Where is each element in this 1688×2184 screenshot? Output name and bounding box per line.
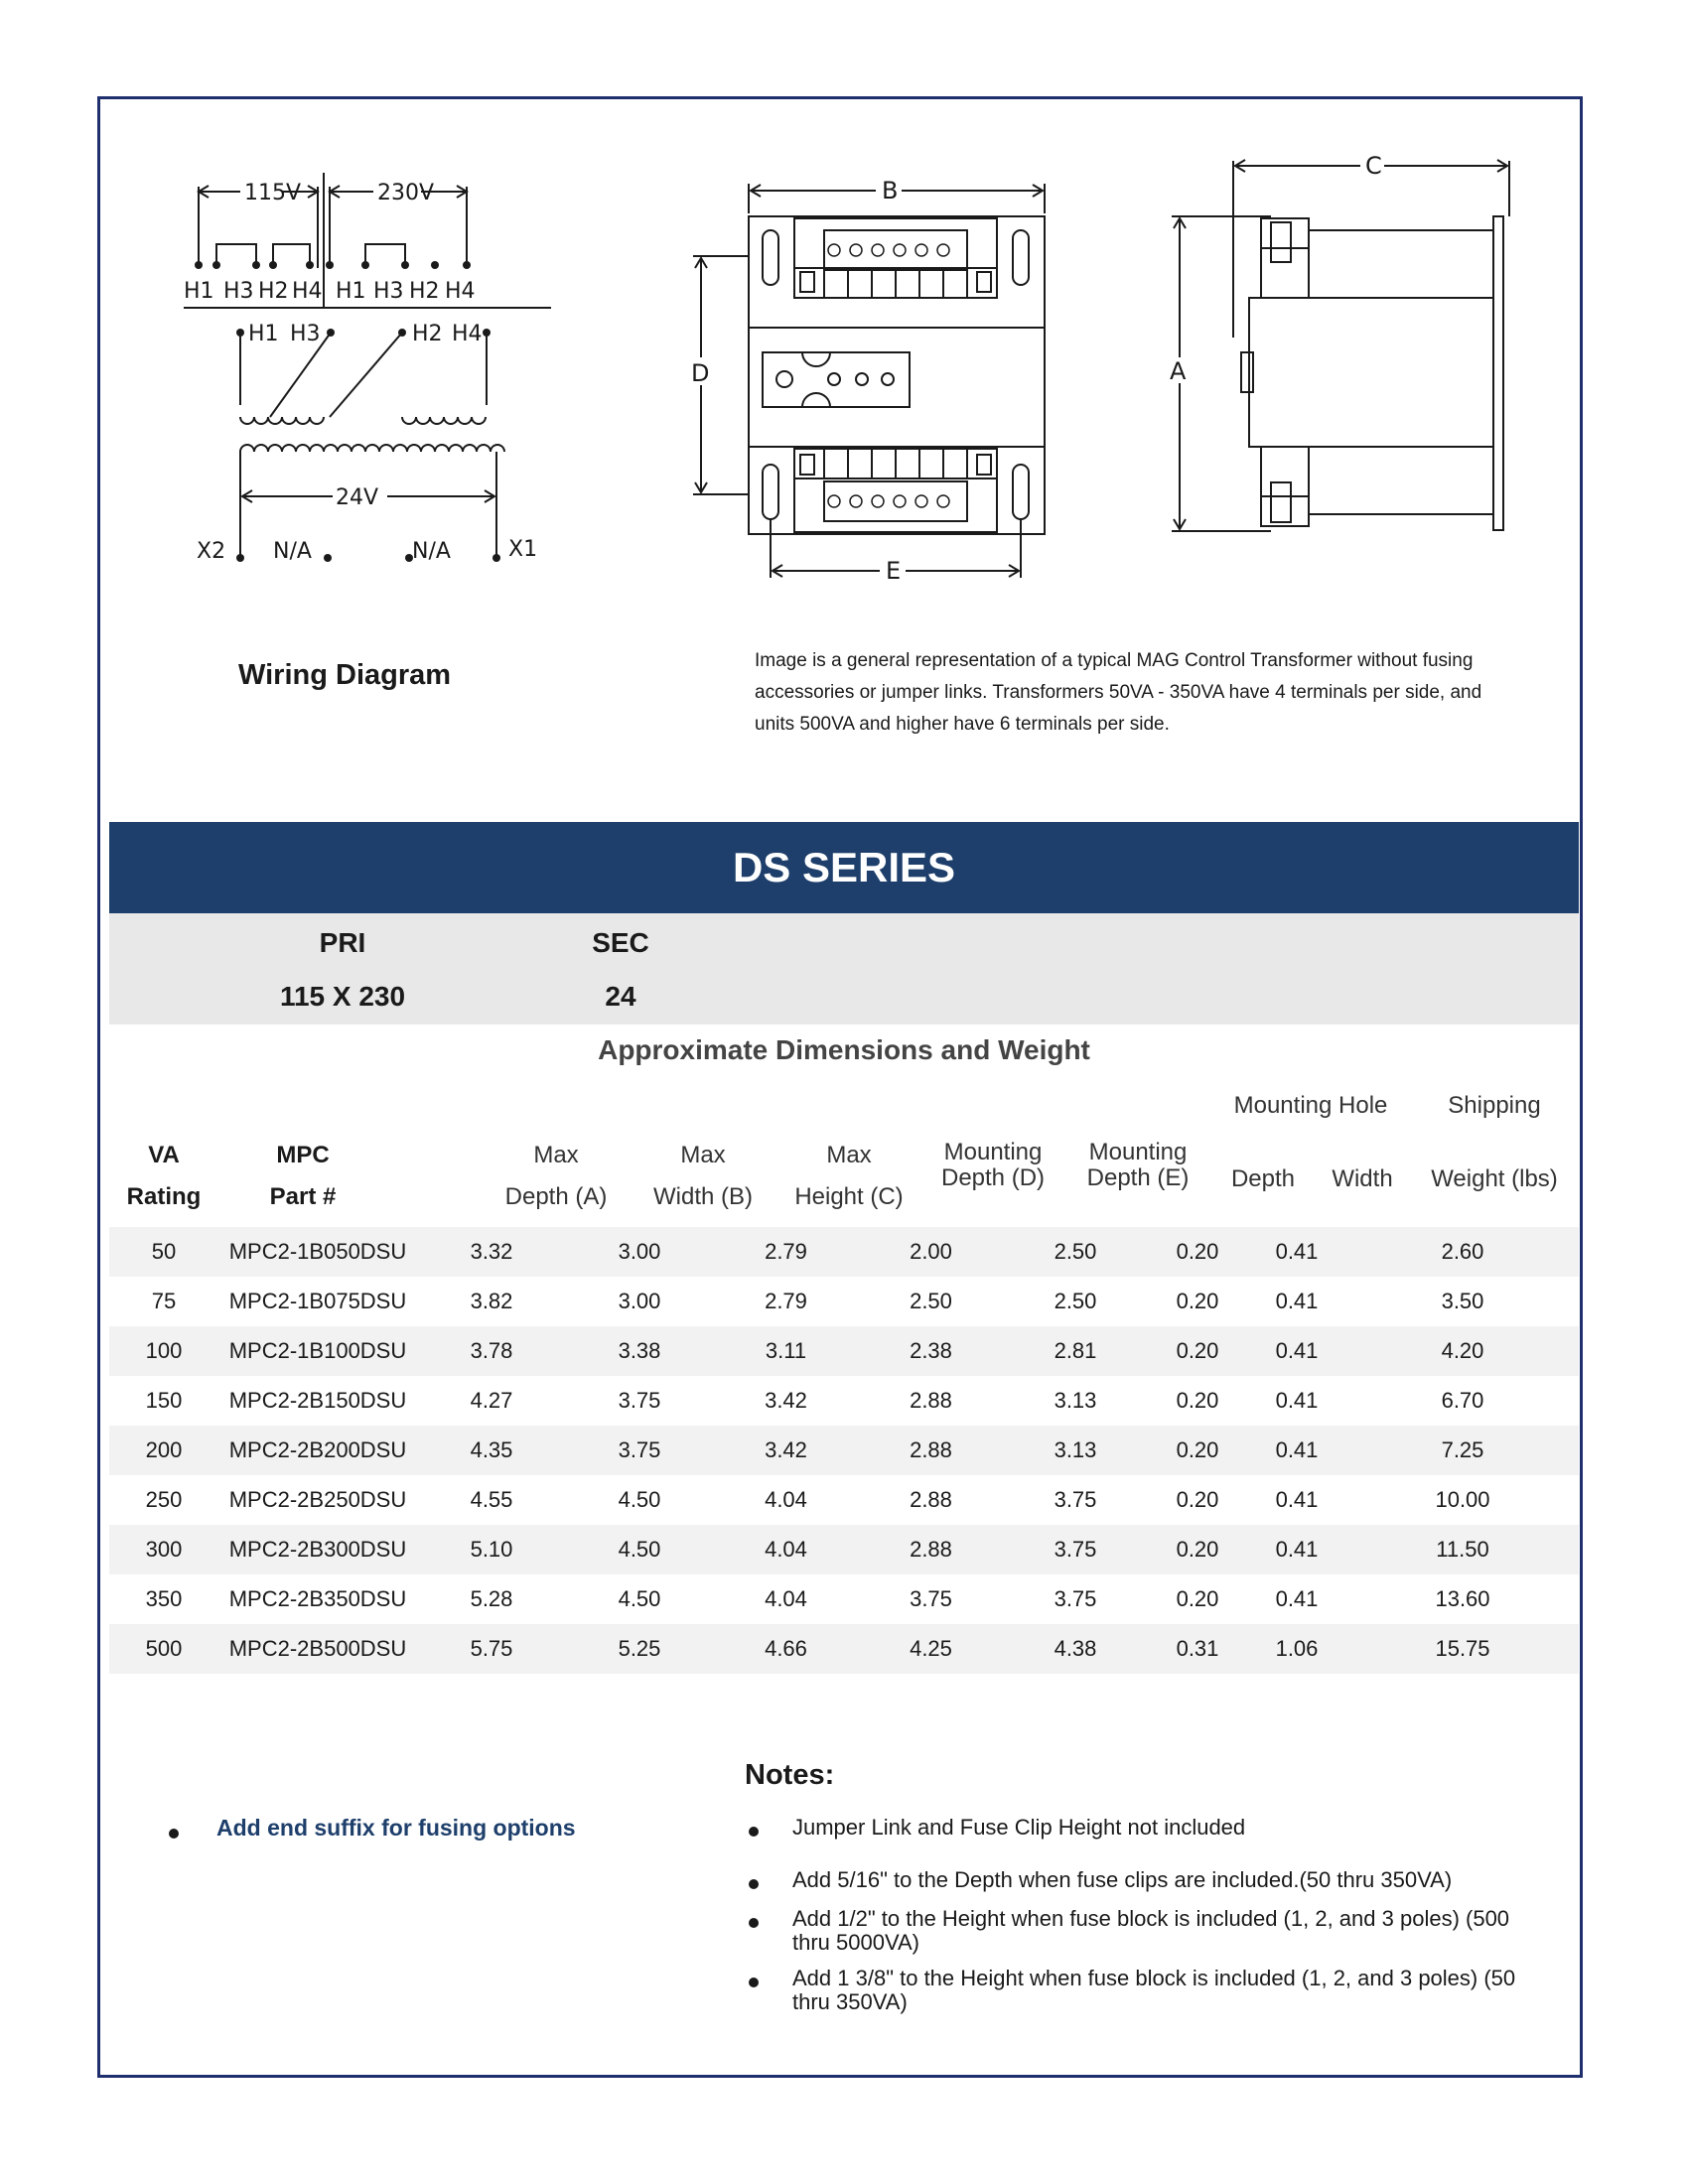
table-cell: 3.75 bbox=[566, 1426, 713, 1475]
bullet-icon bbox=[749, 1918, 759, 1928]
header-max: Max bbox=[680, 1142, 726, 1168]
table-cell: 2.38 bbox=[859, 1326, 1003, 1376]
table-cell: 75 bbox=[151, 1289, 177, 1313]
table-cell: 3.32 bbox=[417, 1227, 566, 1277]
table-cell: 13.60 bbox=[1435, 1586, 1490, 1611]
sec-label: SEC bbox=[592, 927, 649, 958]
table-row bbox=[109, 1326, 1579, 1376]
notes-title: Notes: bbox=[745, 1759, 835, 1791]
table-cell: 2.50 bbox=[1003, 1227, 1148, 1277]
table-cell: 4.20 bbox=[1346, 1326, 1579, 1376]
table-cell: 6.70 bbox=[1441, 1388, 1484, 1413]
table-cell: MPC2-2B300DSU bbox=[218, 1525, 417, 1574]
transformer-side-view bbox=[1142, 149, 1519, 546]
table-cell: MPC2-1B075DSU bbox=[228, 1289, 407, 1313]
wiring-diagram-title: Wiring Diagram bbox=[238, 659, 452, 691]
table-row bbox=[109, 1376, 1579, 1426]
table-cell: 50 bbox=[109, 1227, 218, 1277]
table-row bbox=[109, 1277, 1579, 1326]
transformer-front-view bbox=[685, 169, 1062, 596]
table-cell: 1.06 bbox=[1247, 1624, 1346, 1674]
sec-value: 24 bbox=[605, 981, 636, 1012]
table-cell: 500 bbox=[109, 1624, 218, 1674]
wiring-diagram bbox=[179, 169, 576, 586]
terminal-h3: H3 bbox=[290, 322, 321, 346]
table-cell: 2.79 bbox=[713, 1227, 859, 1277]
table-cell: 5.28 bbox=[470, 1586, 513, 1611]
header-depth-e: Depth (E) bbox=[1086, 1164, 1190, 1191]
header-mounting: Mounting bbox=[1088, 1139, 1188, 1165]
table-cell: 3.38 bbox=[566, 1326, 713, 1376]
header-mounting: Mounting bbox=[943, 1139, 1043, 1165]
header-mounting-hole: Mounting Hole bbox=[1233, 1092, 1388, 1119]
table-cell: 3.75 bbox=[1054, 1487, 1097, 1512]
terminal-x2: X2 bbox=[197, 539, 226, 564]
table-cell: 3.00 bbox=[566, 1227, 713, 1277]
header-mpc: MPC bbox=[276, 1142, 330, 1168]
table-cell: 3.75 bbox=[1003, 1525, 1148, 1574]
table-cell: 0.20 bbox=[1176, 1586, 1219, 1611]
header-hole-width: Width bbox=[1332, 1165, 1393, 1192]
terminal-h1: H1 bbox=[248, 322, 279, 346]
table-cell: 3.42 bbox=[713, 1426, 859, 1475]
header-max: Max bbox=[826, 1142, 872, 1168]
note-item: Add 1 3/8" to the Height when fuse block is included (1, 2, and 3 poles) (50 thru 350VA) bbox=[792, 1966, 1516, 2014]
table-cell: 100 bbox=[109, 1326, 218, 1376]
terminal-h2: H2 bbox=[258, 279, 289, 304]
table-cell: 3.13 bbox=[1003, 1426, 1148, 1475]
table-cell: 3.82 bbox=[470, 1289, 513, 1313]
table-cell: 3.11 bbox=[713, 1326, 859, 1376]
table-row bbox=[109, 1475, 1579, 1525]
terminal-na: N/A bbox=[273, 539, 312, 564]
image-caption: Image is a general representation of a typical MAG Control Transformer without fusing accessories or jumper links. Transformers 50VA - 350VA have 4 terminals per side, and units 500VA and higher have 6 terminals per side. bbox=[755, 650, 1482, 735]
label-230v: 230V bbox=[377, 181, 435, 205]
table-cell: 3.00 bbox=[618, 1289, 661, 1313]
bullet-icon bbox=[749, 1978, 759, 1987]
table-cell: 2.88 bbox=[910, 1487, 952, 1512]
table-cell: 4.50 bbox=[618, 1586, 661, 1611]
terminal-h4: H4 bbox=[452, 322, 483, 346]
header-weight: Weight (lbs) bbox=[1431, 1165, 1558, 1192]
table-cell: 5.75 bbox=[417, 1624, 566, 1674]
table-cell: 2.60 bbox=[1346, 1227, 1579, 1277]
table-cell: 0.41 bbox=[1275, 1586, 1319, 1611]
table-cell: MPC2-2B200DSU bbox=[218, 1426, 417, 1475]
table-cell: 15.75 bbox=[1346, 1624, 1579, 1674]
table-cell: 3.13 bbox=[1054, 1388, 1097, 1413]
table-cell: 250 bbox=[145, 1487, 183, 1512]
header-depth-d: Depth (D) bbox=[940, 1164, 1046, 1191]
header-height-c: Height (C) bbox=[794, 1183, 904, 1210]
terminal-h1: H1 bbox=[336, 279, 366, 304]
table-cell: 0.41 bbox=[1247, 1426, 1346, 1475]
table-cell: 2.88 bbox=[859, 1525, 1003, 1574]
table-cell: 4.55 bbox=[470, 1487, 513, 1512]
label-24v: 24V bbox=[336, 485, 379, 510]
table-cell: 0.20 bbox=[1148, 1426, 1247, 1475]
table-cell: 4.50 bbox=[618, 1487, 661, 1512]
header-depth-a: Depth (A) bbox=[504, 1183, 608, 1210]
table-cell: 0.41 bbox=[1275, 1487, 1319, 1512]
table-cell: 0.20 bbox=[1176, 1289, 1219, 1313]
header-hole-depth: Depth bbox=[1230, 1165, 1296, 1192]
table-cell: 4.66 bbox=[713, 1624, 859, 1674]
table-cell: 4.04 bbox=[765, 1586, 807, 1611]
table-cell: 0.20 bbox=[1148, 1227, 1247, 1277]
fusing-suffix-note: Add end suffix for fusing options bbox=[216, 1815, 576, 1841]
table-cell: MPC2-2B350DSU bbox=[228, 1586, 407, 1611]
table-cell: 4.27 bbox=[470, 1388, 513, 1413]
table-cell: 11.50 bbox=[1346, 1525, 1579, 1574]
note-item: Jumper Link and Fuse Clip Height not included bbox=[792, 1815, 1246, 1840]
table-cell: 2.88 bbox=[910, 1388, 952, 1413]
terminal-h2: H2 bbox=[409, 279, 440, 304]
table-row bbox=[109, 1525, 1579, 1574]
terminal-h3: H3 bbox=[223, 279, 254, 304]
terminal-h4: H4 bbox=[292, 279, 323, 304]
table-cell: 3.78 bbox=[417, 1326, 566, 1376]
table-cell: MPC2-1B100DSU bbox=[218, 1326, 417, 1376]
table-cell: 0.41 bbox=[1247, 1326, 1346, 1376]
dimension-b-label: B bbox=[882, 177, 899, 205]
bullet-icon bbox=[749, 1827, 759, 1837]
terminal-h4: H4 bbox=[445, 279, 476, 304]
table-row bbox=[109, 1227, 1579, 1277]
terminal-x1: X1 bbox=[508, 537, 538, 562]
terminal-h3: H3 bbox=[373, 279, 404, 304]
table-cell: 0.41 bbox=[1275, 1388, 1319, 1413]
note-item: Add 5/16" to the Depth when fuse clips are included.(50 thru 350VA) bbox=[792, 1867, 1453, 1892]
table-cell: 3.75 bbox=[910, 1586, 952, 1611]
table-cell: 0.41 bbox=[1247, 1525, 1346, 1574]
table-cell: 2.81 bbox=[1003, 1326, 1148, 1376]
table-cell: 10.00 bbox=[1435, 1487, 1490, 1512]
table-cell: 150 bbox=[145, 1388, 183, 1413]
table-cell: 4.50 bbox=[566, 1525, 713, 1574]
table-title: Approximate Dimensions and Weight bbox=[598, 1034, 1090, 1065]
series-banner: DS SERIES bbox=[109, 822, 1579, 913]
table-cell: 2.00 bbox=[859, 1227, 1003, 1277]
table-cell: 4.04 bbox=[765, 1487, 807, 1512]
table-cell: 0.31 bbox=[1148, 1624, 1247, 1674]
table-cell: 5.25 bbox=[566, 1624, 713, 1674]
header-shipping: Shipping bbox=[1448, 1092, 1541, 1119]
terminal-h2: H2 bbox=[412, 322, 443, 346]
table-cell: 2.50 bbox=[1054, 1289, 1097, 1313]
dimension-d-label: D bbox=[691, 359, 710, 387]
dimensions-table bbox=[109, 1227, 1579, 1674]
header-va: VA bbox=[148, 1142, 180, 1168]
table-cell: 2.88 bbox=[859, 1426, 1003, 1475]
table-cell: 2.79 bbox=[765, 1289, 807, 1313]
table-cell: 3.50 bbox=[1441, 1289, 1484, 1313]
table-cell: MPC2-1B050DSU bbox=[218, 1227, 417, 1277]
dimension-a-label: A bbox=[1170, 357, 1187, 385]
table-cell: 4.25 bbox=[859, 1624, 1003, 1674]
table-cell: 0.41 bbox=[1247, 1227, 1346, 1277]
table-cell: 5.10 bbox=[417, 1525, 566, 1574]
table-cell: 0.20 bbox=[1148, 1326, 1247, 1376]
dimension-e-label: E bbox=[886, 557, 902, 585]
table-cell: 300 bbox=[109, 1525, 218, 1574]
table-cell: 4.35 bbox=[417, 1426, 566, 1475]
table-cell: 4.04 bbox=[713, 1525, 859, 1574]
terminal-na: N/A bbox=[412, 539, 451, 564]
table-cell: 0.20 bbox=[1176, 1487, 1219, 1512]
pri-label: PRI bbox=[319, 927, 366, 958]
voltage-panel bbox=[109, 913, 1579, 1024]
header-rating: Rating bbox=[126, 1183, 202, 1210]
table-cell: 2.50 bbox=[910, 1289, 952, 1313]
pri-value: 115 X 230 bbox=[279, 981, 406, 1012]
table-cell: MPC2-2B150DSU bbox=[228, 1388, 407, 1413]
table-cell: 0.20 bbox=[1176, 1388, 1219, 1413]
dimension-c-label: C bbox=[1365, 152, 1382, 180]
bullet-icon bbox=[749, 1879, 759, 1889]
table-cell: 350 bbox=[145, 1586, 183, 1611]
table-cell: 200 bbox=[109, 1426, 218, 1475]
header-max: Max bbox=[533, 1142, 579, 1168]
header-part: Part # bbox=[269, 1183, 337, 1210]
table-row bbox=[109, 1574, 1579, 1624]
table-cell: 4.38 bbox=[1003, 1624, 1148, 1674]
table-cell: 0.41 bbox=[1275, 1289, 1319, 1313]
table-cell: 0.20 bbox=[1148, 1525, 1247, 1574]
terminal-h1: H1 bbox=[184, 279, 214, 304]
table-cell: MPC2-2B250DSU bbox=[228, 1487, 407, 1512]
table-cell: 3.42 bbox=[765, 1388, 807, 1413]
note-item: Add 1/2" to the Height when fuse block is included (1, 2, and 3 poles) (500 thru 5000VA) bbox=[792, 1906, 1510, 1955]
table-cell: 3.75 bbox=[1054, 1586, 1097, 1611]
table-cell: 7.25 bbox=[1346, 1426, 1579, 1475]
label-115v: 115V bbox=[244, 181, 302, 205]
table-cell: MPC2-2B500DSU bbox=[218, 1624, 417, 1674]
bullet-icon bbox=[169, 1829, 179, 1839]
table-row bbox=[109, 1426, 1579, 1475]
header-width-b: Width (B) bbox=[652, 1183, 753, 1210]
table-row bbox=[109, 1624, 1579, 1674]
table-cell: 3.75 bbox=[618, 1388, 661, 1413]
